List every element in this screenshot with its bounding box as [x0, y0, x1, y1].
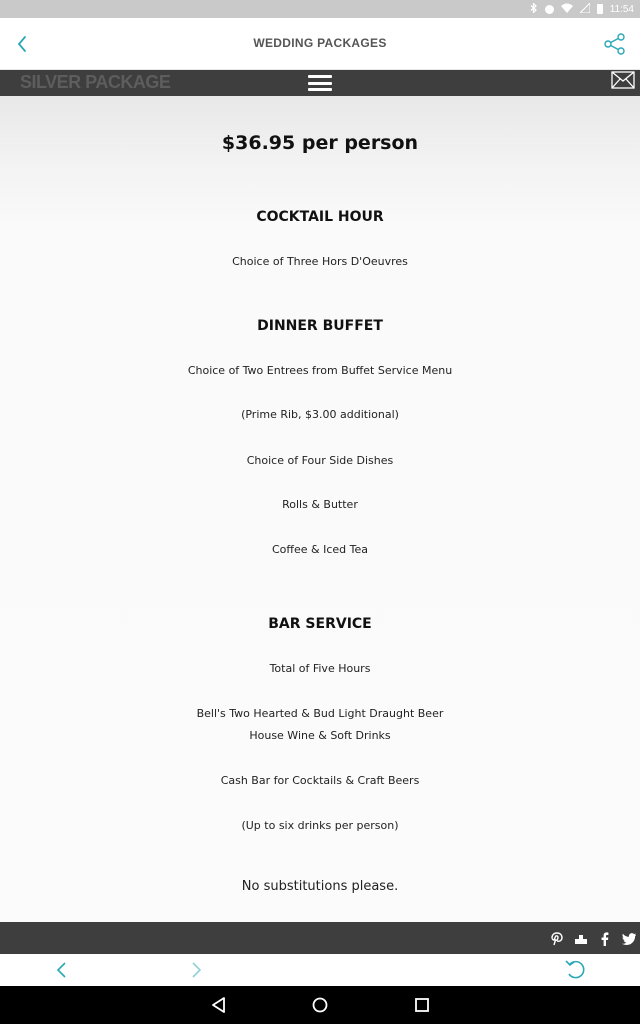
- dinner-item: Choice of Two Entrees from Buffet Service Menu: [187, 364, 453, 377]
- back-triangle-icon: [209, 995, 229, 1015]
- nav-back-button[interactable]: [52, 959, 72, 981]
- dinner-item: Choice of Four Side Dishes: [246, 454, 394, 467]
- package-banner: [0, 70, 640, 96]
- social-icons: [550, 932, 636, 949]
- system-home-button[interactable]: [310, 995, 330, 1015]
- wifi-icon: [561, 3, 573, 16]
- dinner-heading: DINNER BUFFET: [257, 318, 383, 334]
- signal-icon: [580, 3, 590, 16]
- social-bar: [0, 922, 640, 954]
- hamburger-menu-icon-line: [308, 82, 332, 85]
- system-recents-button[interactable]: [412, 995, 432, 1015]
- recents-square-icon: [412, 995, 432, 1015]
- substitution-note: No substitutions please.: [241, 879, 399, 894]
- mail-icon: [611, 71, 635, 89]
- home-circle-icon: [310, 995, 330, 1015]
- battery-icon: [597, 4, 603, 14]
- bar-item: Cash Bar for Cocktails & Craft Beers: [220, 774, 420, 787]
- do-not-disturb-icon: [545, 5, 554, 14]
- app-header: [0, 18, 640, 70]
- mail-button[interactable]: [611, 71, 635, 89]
- browser-nav-bar: [0, 954, 640, 986]
- foursquare-icon[interactable]: [574, 933, 588, 948]
- menu-button[interactable]: [308, 74, 332, 92]
- refresh-icon: [563, 958, 589, 982]
- bar-item: House Wine & Soft Drinks: [249, 729, 391, 742]
- pinterest-icon[interactable]: [550, 932, 564, 949]
- status-bar: [0, 0, 640, 18]
- share-button[interactable]: [602, 31, 628, 57]
- bluetooth-icon: [530, 3, 538, 16]
- banner-title: SILVER PACKAGE: [20, 72, 171, 92]
- page-title: WEDDING PACKAGES: [253, 36, 387, 50]
- nav-back-icon: [52, 959, 72, 981]
- nav-forward-button[interactable]: [186, 959, 206, 981]
- hamburger-menu-icon-line: [308, 88, 332, 91]
- cocktail-heading: COCKTAIL HOUR: [256, 209, 384, 225]
- system-back-button[interactable]: [209, 995, 229, 1015]
- dinner-item: (Prime Rib, $3.00 additional): [241, 408, 399, 421]
- status-time: 11:54: [609, 3, 634, 15]
- bar-item: Total of Five Hours: [269, 662, 371, 675]
- nav-forward-icon: [186, 959, 206, 981]
- cocktail-item: Choice of Three Hors D'Oeuvres: [232, 255, 408, 268]
- package-price: $36.95 per person: [221, 132, 419, 154]
- twitter-icon[interactable]: [622, 933, 636, 948]
- bar-item: (Up to six drinks per person): [241, 819, 399, 832]
- share-icon: [604, 33, 626, 55]
- refresh-button[interactable]: [563, 958, 589, 982]
- facebook-icon[interactable]: [598, 932, 612, 949]
- package-content: [0, 96, 640, 922]
- dinner-item: Coffee & Iced Tea: [272, 543, 368, 556]
- bar-heading: BAR SERVICE: [268, 616, 372, 632]
- dinner-item: Rolls & Butter: [282, 498, 358, 511]
- bar-item: Bell's Two Hearted & Bud Light Draught Beer: [196, 707, 444, 720]
- hamburger-menu-icon: [308, 75, 332, 78]
- system-nav-bar: [0, 986, 640, 1024]
